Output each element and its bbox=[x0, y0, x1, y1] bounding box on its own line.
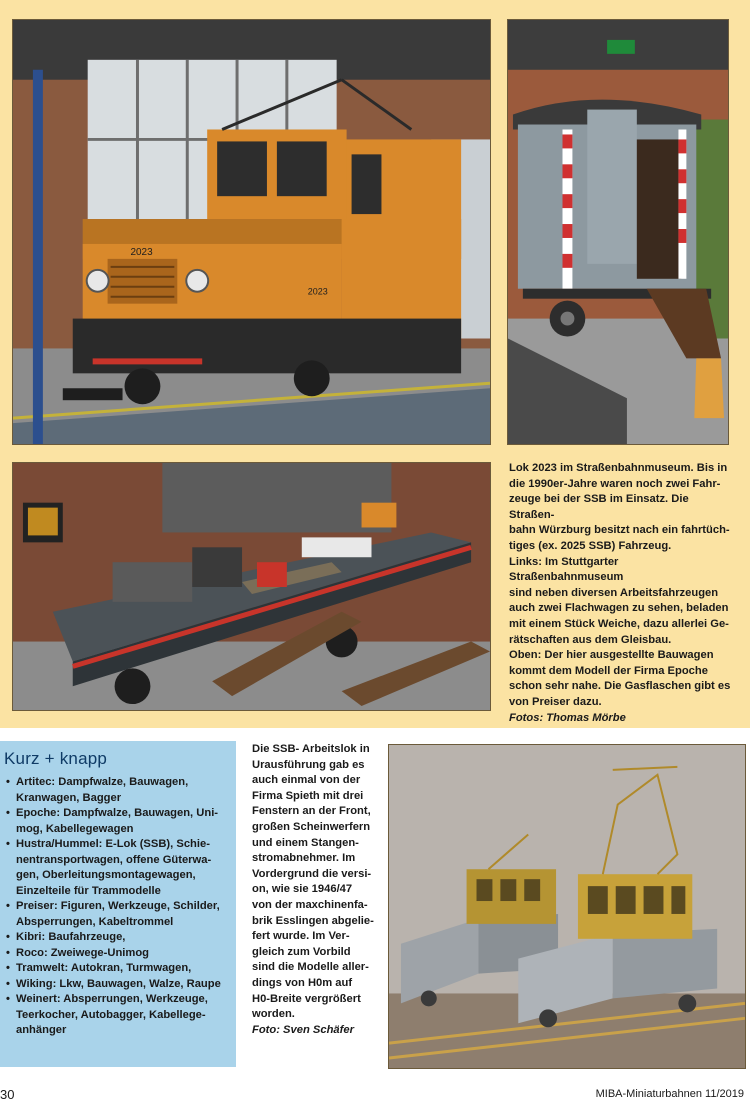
list-item bbox=[4, 775, 232, 806]
list-item-line: Teerkocher, Autobagger, Kabellege- bbox=[16, 1008, 206, 1021]
list-item-line: Wiking: Lkw, Bauwagen, Walze, Raupe bbox=[16, 977, 221, 990]
list-item bbox=[4, 946, 232, 962]
flat-wagon-illustration bbox=[13, 463, 490, 710]
caption-line: worden. bbox=[252, 1008, 295, 1021]
photo-credit: Fotos: Thomas Mörbe bbox=[509, 711, 626, 724]
list-item bbox=[4, 837, 232, 899]
list-item-line: Tramwelt: Autokran, Turmwagen, bbox=[16, 962, 192, 974]
list-item-line: Kibri: Baufahrzeuge, bbox=[16, 931, 126, 943]
bullet: • bbox=[6, 993, 10, 1005]
list-item-line: Roco: Zweiwege-Unimog bbox=[16, 946, 150, 959]
bullet: • bbox=[6, 931, 10, 943]
caption-line: sind neben diversen Arbeitsfahrzeugen bbox=[509, 586, 719, 599]
bullet: • bbox=[6, 962, 10, 974]
caption-line: bahn Würzburg besitzt nach ein fahrtüch- bbox=[509, 524, 730, 537]
caption-line: auch zwei Flachwagen zu sehen, beladen bbox=[509, 602, 729, 615]
caption-line: die 1990er-Jahre waren noch zwei Fahr- bbox=[509, 477, 721, 490]
caption-line: zeuge bei der SSB im Einsatz. Die Straßen- bbox=[509, 493, 689, 521]
caption-line: Firma Spieth mit drei bbox=[252, 789, 364, 802]
list-item-line: Absperrungen, Kabeltrommel bbox=[16, 915, 174, 928]
photo-flat-wagon bbox=[12, 462, 491, 711]
wagon-illustration bbox=[508, 20, 728, 444]
list-item-line: Weinert: Absperrungen, Werkzeuge, bbox=[16, 993, 208, 1005]
caption-line: Die SSB- Arbeitslok in bbox=[252, 743, 370, 755]
list-item bbox=[4, 930, 232, 946]
model-illustration bbox=[389, 745, 745, 1068]
list-item-line: Kranwagen, Bagger bbox=[16, 791, 122, 804]
list-item-line: Einzelteile für Trammodelle bbox=[16, 884, 161, 897]
photo-locomotive-2023 bbox=[12, 19, 491, 445]
loco-number-front: 2023 bbox=[130, 246, 153, 258]
list-item-line: Epoche: Dampfwalze, Bauwagen, Uni- bbox=[16, 807, 219, 819]
photo-credit: Foto: Sven Schäfer bbox=[252, 1023, 354, 1036]
caption-line: von Preiser dazu. bbox=[509, 695, 602, 708]
list-item-line: Hustra/Hummel: E-Lok (SSB), Schie- bbox=[16, 838, 210, 850]
bullet: • bbox=[6, 776, 10, 788]
caption-line: on, wie sie 1946/47 bbox=[252, 883, 353, 896]
loco-number-side: 2023 bbox=[307, 286, 328, 297]
caption-line: dings von H0m auf bbox=[252, 976, 353, 989]
list-item-line: gen, Oberleitungsmontagewagen, bbox=[16, 869, 196, 881]
manufacturer-list bbox=[4, 775, 232, 1039]
bullet: • bbox=[6, 807, 10, 819]
caption-line: schon sehr nahe. Die Gasflaschen gibt es bbox=[509, 680, 731, 693]
caption-line: tiges (ex. 2025 SSB) Fahrzeug. bbox=[509, 539, 672, 552]
caption-line: Urausführung gab es bbox=[252, 758, 365, 771]
caption-museum-photos bbox=[509, 461, 735, 726]
sidebar-kurz-knapp bbox=[0, 741, 236, 1067]
caption-model-photo bbox=[252, 742, 378, 1038]
caption-line: auch einmal von der bbox=[252, 774, 361, 787]
caption-line: Vordergrund die versi- bbox=[252, 867, 372, 880]
page-number: 30 bbox=[0, 1087, 15, 1102]
caption-line: mit einem Stück Weiche, dazu allerlei Ge- bbox=[509, 617, 729, 630]
bullet: • bbox=[6, 900, 10, 912]
list-item-line: mog, Kabellegewagen bbox=[16, 822, 134, 835]
caption-line: großen Scheinwerfern bbox=[252, 820, 371, 833]
caption-line: Oben: Der hier ausgestellte Bauwagen bbox=[509, 649, 714, 662]
locomotive-illustration bbox=[13, 20, 490, 444]
caption-line: von der maxchinenfa- bbox=[252, 898, 368, 911]
caption-line: Links: Im Stuttgarter Straßenbahnmuseum bbox=[509, 555, 624, 584]
caption-line: stromabnehmer. Im bbox=[252, 852, 356, 865]
caption-line: Lok 2023 im Straßenbahnmuseum. Bis in bbox=[509, 462, 728, 474]
list-item-line: anhänger bbox=[16, 1024, 67, 1036]
list-item bbox=[4, 992, 232, 1039]
caption-line: rätschaften aus dem Gleisbau. bbox=[509, 633, 672, 646]
list-item-line: Artitec: Dampfwalze, Bauwagen, bbox=[16, 776, 189, 788]
bullet: • bbox=[6, 838, 10, 850]
photo-brass-models bbox=[388, 744, 746, 1069]
caption-line: fert wurde. Im Ver- bbox=[252, 930, 350, 943]
caption-line: kommt dem Modell der Firma Epoche bbox=[509, 664, 708, 677]
photo-construction-wagon bbox=[507, 19, 729, 445]
list-item-line: Preiser: Figuren, Werkzeuge, Schilder, bbox=[16, 900, 220, 912]
caption-line: gleich zum Vorbild bbox=[252, 945, 351, 958]
bullet: • bbox=[6, 946, 10, 959]
caption-line: und einem Stangen- bbox=[252, 836, 359, 849]
list-item bbox=[4, 977, 232, 993]
caption-line: brik Esslingen abgelie- bbox=[252, 914, 374, 927]
sidebar-title: Kurz + knapp bbox=[4, 749, 108, 768]
list-item-line: nentransportwagen, offene Güterwa- bbox=[16, 853, 212, 866]
list-item bbox=[4, 961, 232, 977]
list-item bbox=[4, 899, 232, 930]
magazine-issue: MIBA-Miniaturbahnen 11/2019 bbox=[595, 1088, 744, 1100]
caption-line: sind die Modelle aller- bbox=[252, 961, 369, 974]
list-item bbox=[4, 806, 232, 837]
caption-line: Fenstern an der Front, bbox=[252, 805, 371, 818]
bullet: • bbox=[6, 977, 10, 990]
caption-line: H0-Breite vergrößert bbox=[252, 992, 361, 1005]
